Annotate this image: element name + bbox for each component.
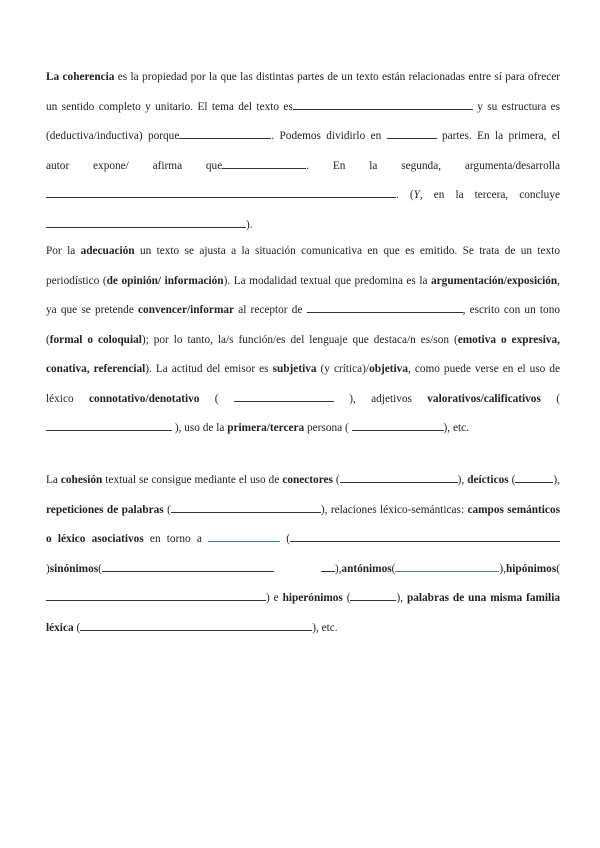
- blank-sinonimos-cont[interactable]: [321, 561, 335, 572]
- blank-receptor[interactable]: [307, 302, 463, 313]
- term-cohesion: cohesión: [60, 474, 103, 486]
- blank-familia-lexica[interactable]: [80, 620, 312, 631]
- term-coherencia: La coherencia: [46, 71, 115, 83]
- blank-persona[interactable]: [352, 420, 444, 431]
- blank-porque[interactable]: [179, 128, 271, 139]
- blank-deicticos[interactable]: [515, 472, 553, 483]
- blank-campos-en-torno[interactable]: [208, 531, 280, 542]
- blank-adjetivos[interactable]: [46, 420, 172, 431]
- term-adecuacion: adecuación: [80, 245, 135, 257]
- blank-hiperonimos[interactable]: [350, 590, 396, 601]
- blank-sinonimos[interactable]: [102, 561, 274, 572]
- blank-repeticiones[interactable]: [171, 502, 321, 513]
- blank-segunda[interactable]: [46, 187, 396, 198]
- blank-lexico[interactable]: [234, 391, 334, 402]
- blank-tema[interactable]: [293, 99, 473, 110]
- blank-antonimos[interactable]: [395, 561, 499, 572]
- coherence-paragraph: La coherencia es la propiedad por la que las distintas partes de un texto están relacionadas entre sí para ofrecer un sentido completo y unitario. El tema del texto es y su estructura es (deductiva/inductiva) porque . Podemos dividirlo en partes. En la primera, el autor expone/ afirma que . En la segunda, argumenta/desarrolla . (Y, en la tercera, concluye ).: [46, 71, 561, 231]
- blank-primera[interactable]: [222, 158, 306, 169]
- adequacy-paragraph: Por la adecuación un texto se ajusta a la situación comunicativa en que es emitido. Se trata de un texto periodístico (de opinión/ información). La modalidad textual que predomina es la argumentación/exposición, ya que se pretende convencer/informar al receptor de , escrito con un tono (formal o coloquial); por lo tanto, la/s función/es del lenguaje que destaca/n es/son (emotiva o expresiva, conativa, referencial). La actitud del emisor es subjetiva (y crítica)/objetiva, como puede verse en el uso de léxico connotativo/denotativo ( ), adjetivos valorativos/calificativos ( ), uso de la primera/tercera persona ( ), etc.: [46, 245, 560, 434]
- cohesion-paragraph: La cohesión textual se consigue mediante el uso de conectores ( ), deícticos ( ), repeticiones de palabras ( ), relaciones léxico-semánticas: campos semánticos o léxico asociativos en torno a ()sinónimos( ),antónimos( ),hipónimos() e hiperónimos ( ), palabras de una misma familia léxica ( ), etc.: [46, 474, 560, 634]
- blank-hiponimos[interactable]: [46, 590, 266, 601]
- blank-tercera[interactable]: [46, 217, 246, 228]
- blank-campos-list[interactable]: [290, 531, 560, 542]
- blank-partes-count[interactable]: [387, 128, 437, 139]
- blank-conectores[interactable]: [340, 472, 458, 483]
